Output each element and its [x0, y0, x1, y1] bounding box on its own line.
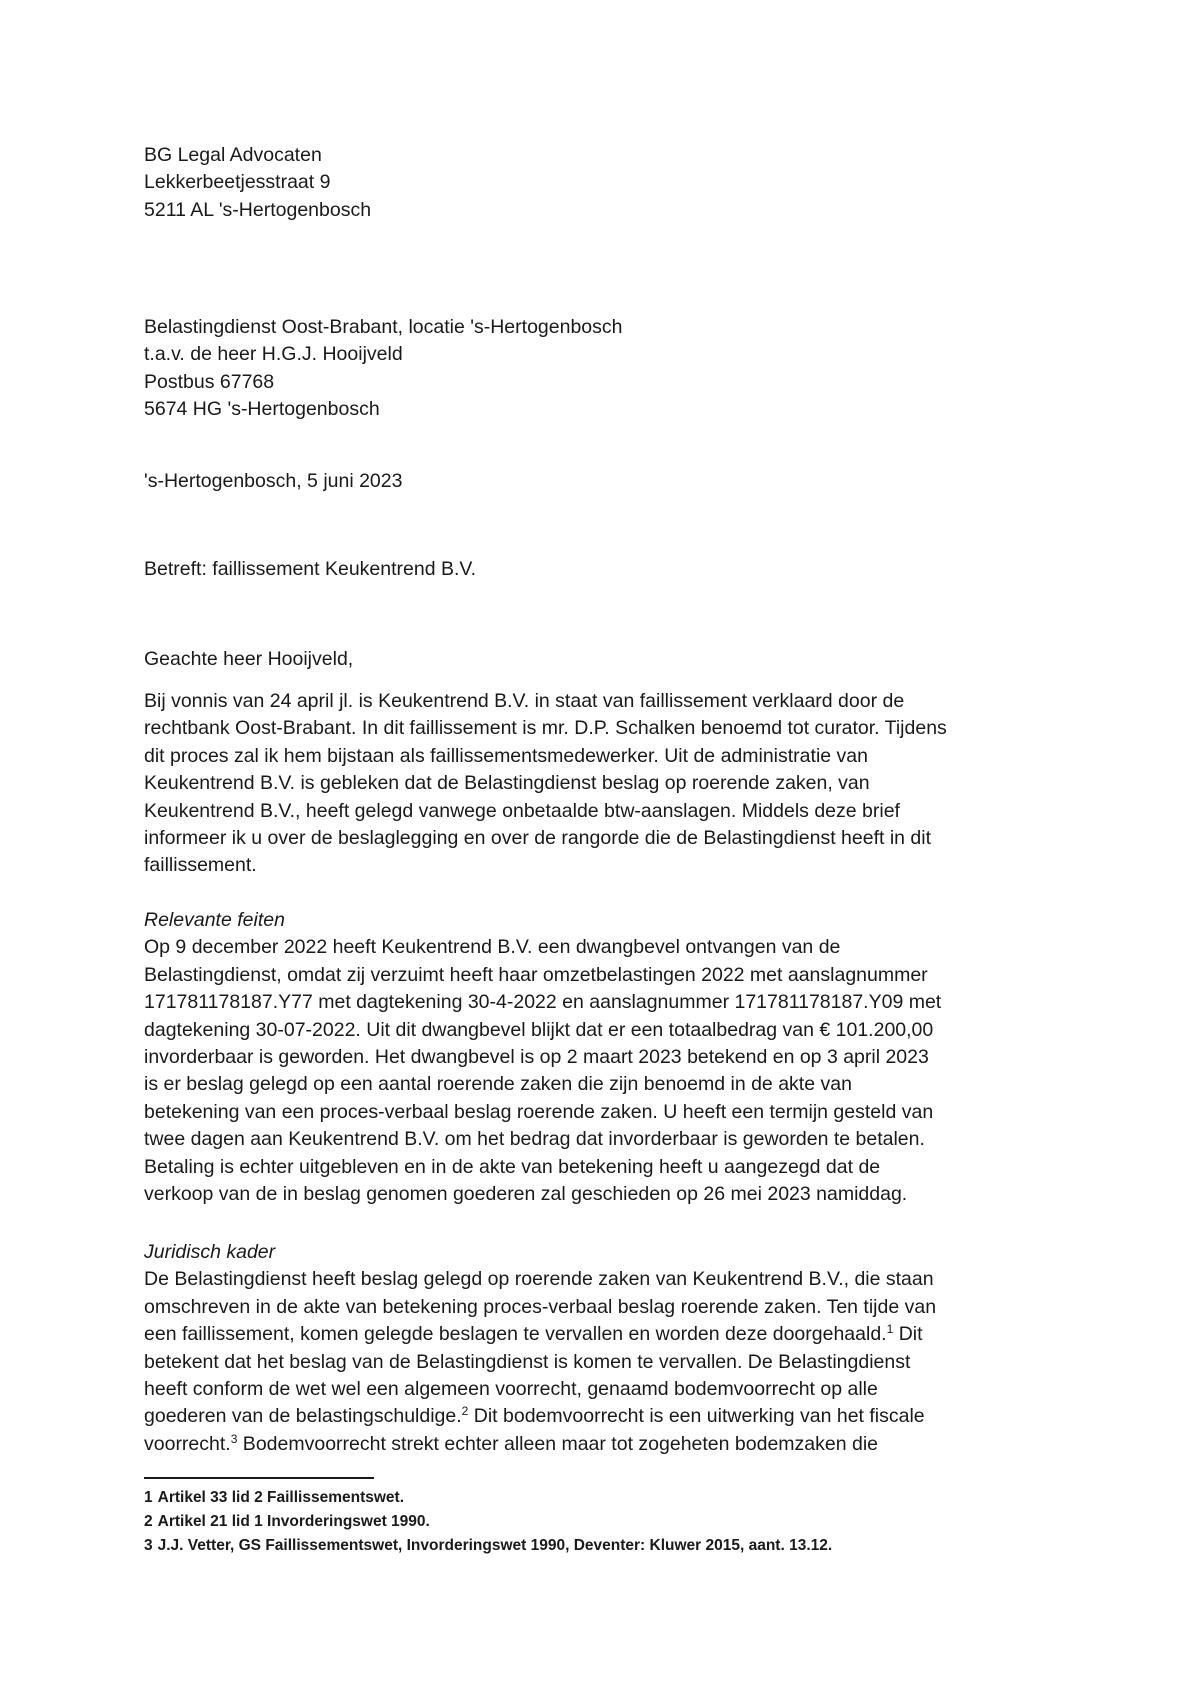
legal-section [144, 1239, 1084, 1458]
footnote-ref-3[interactable]: 3 [230, 1431, 238, 1446]
paragraph-line [144, 1403, 1084, 1430]
paragraph-line: Betaling is echter uitgebleven en in de akte van betekening heeft u aangezegd dat de [144, 1155, 881, 1178]
paragraph-line: betekening van een proces-verbaal beslag roerende zaken. U heeft een termijn gesteld van [144, 1100, 934, 1123]
paragraph-line: Bij vonnis van 24 april jl. is Keukentrend B.V. in staat van faillissement verklaard door de [144, 690, 905, 712]
line-text: een faillissement, komen gelegde beslagen te vervallen en worden deze doorgehaald. [144, 1323, 887, 1346]
paragraph-line: dit proces zal ik hem bijstaan als faillissementsmedewerker. Uit de administratie van [144, 744, 868, 767]
section-heading-facts: Relevante feiten [144, 909, 285, 931]
sender-street: Lekkerbeetjesstraat 9 [144, 171, 331, 194]
footnote-text: Artikel 21 lid 1 Invorderingswet 1990. [157, 1513, 430, 1530]
paragraph-line: betekent dat het beslag van de Belastingdienst is komen te vervallen. De Belastingdienst [144, 1350, 911, 1373]
paragraph-line: De Belastingdienst heeft beslag gelegd op roerende zaken van Keukentrend B.V., die staan [144, 1268, 934, 1291]
paragraph-line: omschreven in de akte van betekening proces-verbaal beslag roerende zaken. Ten tijde van [144, 1295, 937, 1318]
recipient-organization: Belastingdienst Oost-Brabant, locatie 's-Hertogenbosch [144, 316, 623, 338]
line-text: Dit bodemvoorrecht is een uitwerking van het fiscale [468, 1405, 925, 1428]
recipient-city: 5674 HG 's-Hertogenbosch [144, 398, 380, 421]
paragraph-line: informeer ik u over de beslaglegging en over de rangorde die de Belastingdienst heeft in dit [144, 827, 932, 850]
salutation-text: Geachte heer Hooijveld, [144, 648, 354, 670]
facts-section [144, 907, 1084, 1208]
recipient-address [144, 314, 1084, 424]
footnote-3 [144, 1534, 1044, 1558]
paragraph-line [144, 1431, 1084, 1458]
footnote-number: 3 [144, 1537, 153, 1554]
line-text: Bodemvoorrecht strekt echter alleen maar tot zogeheten bodemzaken die [237, 1432, 879, 1455]
paragraph-line: Keukentrend B.V. is gebleken dat de Belastingdienst beslag op roerende zaken, van [144, 772, 870, 795]
salutation [144, 646, 1084, 673]
paragraph-line: twee dagen aan Keukentrend B.V. om het bedrag dat invorderbaar is geworden te betalen. [144, 1128, 925, 1151]
section-heading-legal: Juridisch kader [144, 1241, 276, 1263]
place-date [144, 468, 1084, 495]
paragraph-line: Belastingdienst, omdat zij verzuimt heeft haar omzetbelastingen 2022 met aanslagnummer [144, 963, 928, 986]
paragraph-line: Op 9 december 2022 heeft Keukentrend B.V. een dwangbevel ontvangen van de [144, 936, 841, 959]
footnote-separator [144, 1477, 374, 1479]
place-date-text: 's-Hertogenbosch, 5 juni 2023 [144, 470, 403, 492]
footnote-number: 1 [144, 1489, 153, 1506]
subject-text: Betreft: faillissement Keukentrend B.V. [144, 558, 477, 580]
paragraph-line: 171781178187.Y77 met dagtekening 30-4-2022 en aanslagnummer 171781178187.Y09 met [144, 991, 942, 1014]
paragraph-line: faillissement. [144, 854, 257, 877]
footnote-text: Artikel 33 lid 2 Faillissementswet. [157, 1489, 405, 1506]
paragraph-line: is er beslag gelegd op een aantal roerende zaken die zijn benoemd in de akte van [144, 1073, 852, 1096]
recipient-attention: t.a.v. de heer H.G.J. Hooijveld [144, 343, 403, 366]
sender-address [144, 142, 1084, 224]
paragraph-line: rechtbank Oost-Brabant. In dit faillissement is mr. D.P. Schalken benoemd tot curator. Tijdens [144, 717, 947, 740]
footnote-text: J.J. Vetter, GS Faillissementswet, Invorderingswet 1990, Deventer: Kluwer 2015, aant. 13.12. [157, 1537, 833, 1554]
paragraph-line: heeft conform de wet wel een algemeen voorrecht, genaamd bodemvoorrecht op alle [144, 1378, 878, 1401]
line-text: goederen van de belastingschuldige. [144, 1405, 462, 1428]
subject-line [144, 556, 1084, 583]
footnote-1 [144, 1486, 1044, 1510]
footnote-2 [144, 1510, 1044, 1534]
sender-city: 5211 AL 's-Hertogenbosch [144, 198, 372, 221]
paragraph-line: verkoop van de in beslag genomen goederen zal geschieden op 26 mei 2023 namiddag. [144, 1183, 908, 1206]
paragraph-line [144, 1321, 1084, 1348]
sender-name: BG Legal Advocaten [144, 144, 322, 166]
footnote-ref-2[interactable]: 2 [461, 1404, 469, 1419]
footnotes [144, 1486, 1044, 1558]
paragraph-line: invorderbaar is geworden. Het dwangbevel is op 2 maart 2023 betekend en op 3 april 2023 [144, 1046, 929, 1069]
recipient-postbox: Postbus 67768 [144, 370, 275, 393]
line-text: Dit [893, 1323, 923, 1346]
footnote-number: 2 [144, 1513, 153, 1530]
intro-paragraph [144, 688, 1084, 880]
paragraph-line: Keukentrend B.V., heeft gelegd vanwege onbetaalde btw-aanslagen. Middels deze brief [144, 799, 900, 822]
paragraph-line: dagtekening 30-07-2022. Uit dit dwangbevel blijkt dat er een totaalbedrag van € 101.200,00 [144, 1018, 934, 1041]
line-text: voorrecht. [144, 1432, 231, 1455]
footnote-ref-1[interactable]: 1 [886, 1322, 894, 1337]
